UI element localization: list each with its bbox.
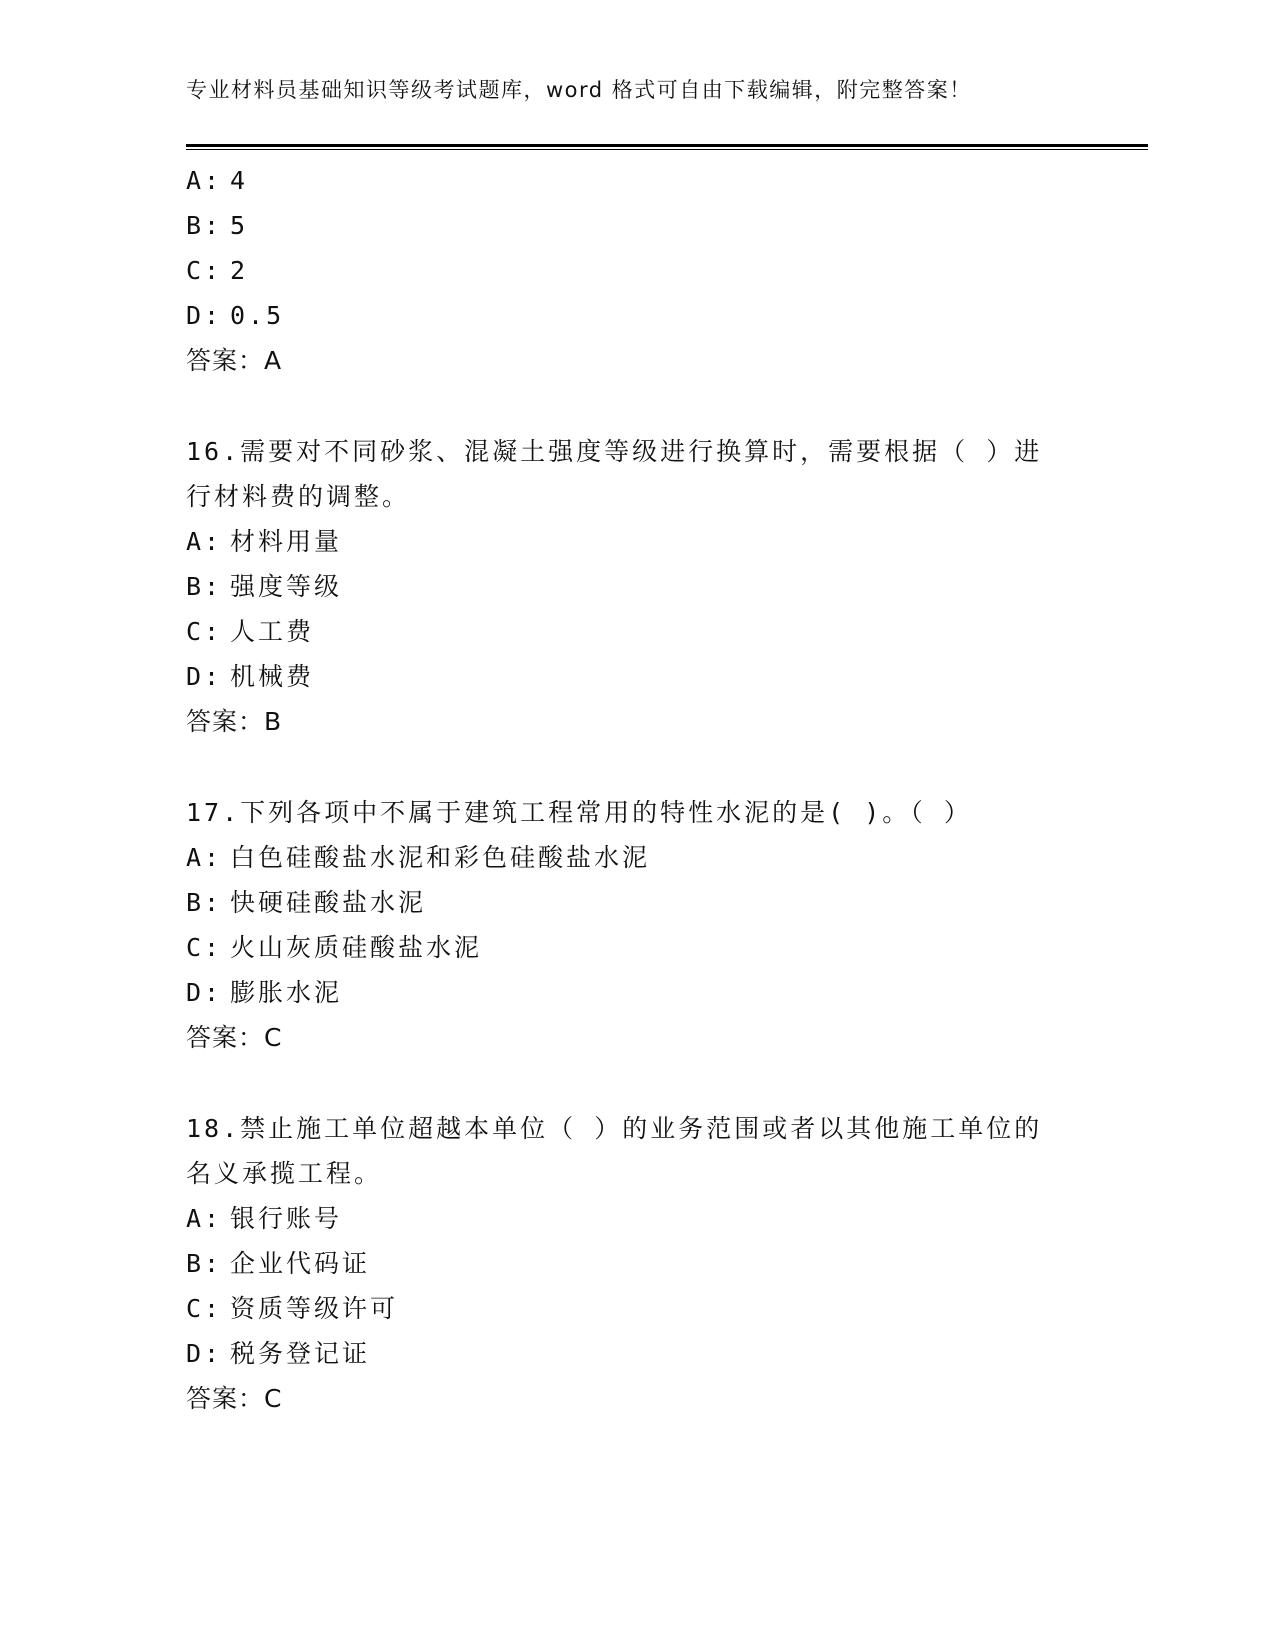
option-c: C: 人工费 xyxy=(186,617,315,646)
option-a: A: 4 xyxy=(186,166,249,195)
option-d: D: 膨胀水泥 xyxy=(186,978,343,1007)
question-stem: 18.禁止施工单位超越本单位（ ）的业务范围或者以其他施工单位的 xyxy=(186,1114,1043,1143)
header-rule-thick xyxy=(186,144,1148,147)
option-c: C: 火山灰质硅酸盐水泥 xyxy=(186,933,483,962)
question-stem-cont: 行材料费的调整。 xyxy=(186,482,411,511)
answer: 答案：C xyxy=(186,1384,283,1413)
question-list xyxy=(186,158,1086,1421)
header-rule-thin xyxy=(186,149,1148,150)
option-c: C: 资质等级许可 xyxy=(186,1294,399,1323)
question-18 xyxy=(186,1106,1086,1421)
question-16 xyxy=(186,429,1086,744)
option-d: D: 税务登记证 xyxy=(186,1339,371,1368)
question-15 xyxy=(186,158,1086,383)
question-17 xyxy=(186,790,1086,1060)
option-b: B: 企业代码证 xyxy=(186,1249,371,1278)
option-b: B: 强度等级 xyxy=(186,572,343,601)
question-stem-cont: 名义承揽工程。 xyxy=(186,1159,383,1188)
option-a: A: 银行账号 xyxy=(186,1204,343,1233)
option-a: A: 白色硅酸盐水泥和彩色硅酸盐水泥 xyxy=(186,843,651,872)
option-b: B: 快硬硅酸盐水泥 xyxy=(186,888,427,917)
question-stem: 17.下列各项中不属于建筑工程常用的特性水泥的是( )。（ ） xyxy=(186,798,972,827)
option-b: B: 5 xyxy=(186,211,249,240)
question-stem: 16.需要对不同砂浆、混凝土强度等级进行换算时，需要根据（ ）进 xyxy=(186,437,1043,466)
option-c: C: 2 xyxy=(186,256,249,285)
answer: 答案：B xyxy=(186,707,283,736)
option-d: D: 机械费 xyxy=(186,662,315,691)
answer: 答案：A xyxy=(186,346,283,375)
option-a: A: 材料用量 xyxy=(186,527,343,556)
option-d: D: 0.5 xyxy=(186,301,285,330)
page-header: 专业材料员基础知识等级考试题库，word 格式可自由下载编辑，附完整答案！ xyxy=(186,78,972,102)
answer: 答案：C xyxy=(186,1023,283,1052)
